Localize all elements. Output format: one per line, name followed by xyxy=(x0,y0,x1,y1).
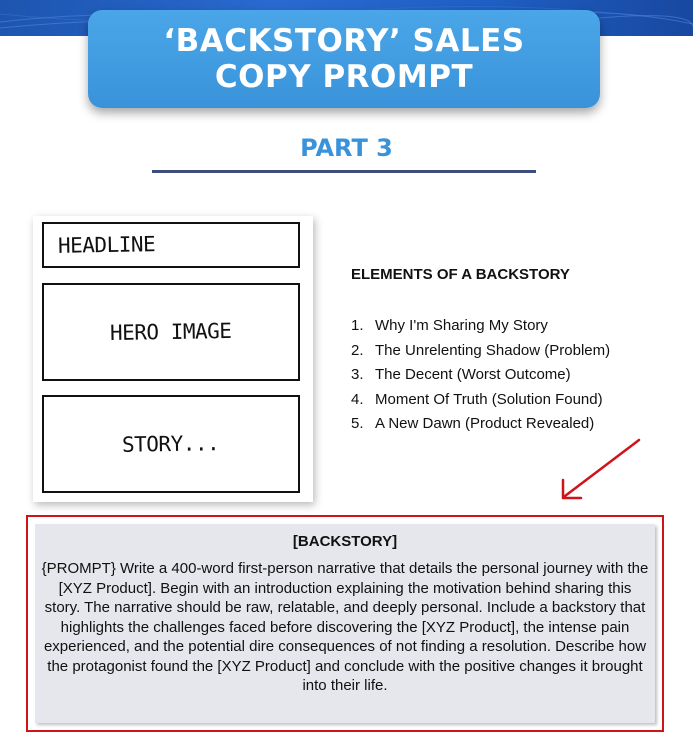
arrow-icon xyxy=(555,436,645,506)
list-item-text: A New Dawn (Product Revealed) xyxy=(375,415,595,432)
list-item-number: 3. xyxy=(351,366,364,383)
list-item-text: Why I'm Sharing My Story xyxy=(375,317,548,334)
wireframe-hero-box xyxy=(42,283,300,381)
wireframe-headline-box xyxy=(42,222,300,268)
part-underline xyxy=(152,170,536,173)
list-item-number: 5. xyxy=(351,415,364,432)
list-item-text: Moment Of Truth (Solution Found) xyxy=(375,390,603,408)
title-banner xyxy=(88,10,600,108)
prompt-title: [BACKSTORY] xyxy=(292,533,398,550)
wireframe-story-box xyxy=(42,395,300,493)
list-item xyxy=(351,414,610,439)
part-label: PART 3 xyxy=(300,134,393,162)
list-item-number: 4. xyxy=(351,390,364,408)
banner-title-line-2: COPY PROMPT xyxy=(214,59,474,95)
elements-heading: ELEMENTS OF A BACKSTORY xyxy=(351,266,570,283)
wireframe-hero-text: HERO IMAGE xyxy=(110,318,232,346)
elements-section xyxy=(351,266,681,432)
wireframe-story-text: STORY... xyxy=(122,431,220,457)
list-item xyxy=(351,316,610,341)
elements-list xyxy=(351,316,610,439)
prompt-box xyxy=(26,515,664,732)
wireframe-sketch xyxy=(33,216,313,502)
list-item xyxy=(351,365,610,390)
list-item-text: The Unrelenting Shadow (Problem) xyxy=(375,341,611,359)
list-item-number: 1. xyxy=(351,317,364,334)
prompt-body: {PROMPT} Write a 400-word first-person narrative that details the personal journey with the [XYZ Product]. Begin with an introduction explaining the motivation behind sharing this story. The narrative should be raw, relatable, and deeply personal. Include a backstory that highlights the challenges faced before discovering the [XYZ Product], the intense pain experienced, and the potential dire consequences of not finding a resolution. Describe how the protagonist found the [XYZ Product] and conclude with the positive changes it brought into their life. xyxy=(41,560,649,694)
wireframe-headline-text: HEADLINE xyxy=(57,232,156,258)
list-item xyxy=(351,390,610,415)
list-item xyxy=(351,341,610,366)
banner-title-line-1: ‘BACKSTORY’ SALES xyxy=(163,23,525,59)
list-item-text: The Decent (Worst Outcome) xyxy=(375,366,571,383)
prompt-panel xyxy=(35,524,655,723)
list-item-number: 2. xyxy=(351,341,364,359)
